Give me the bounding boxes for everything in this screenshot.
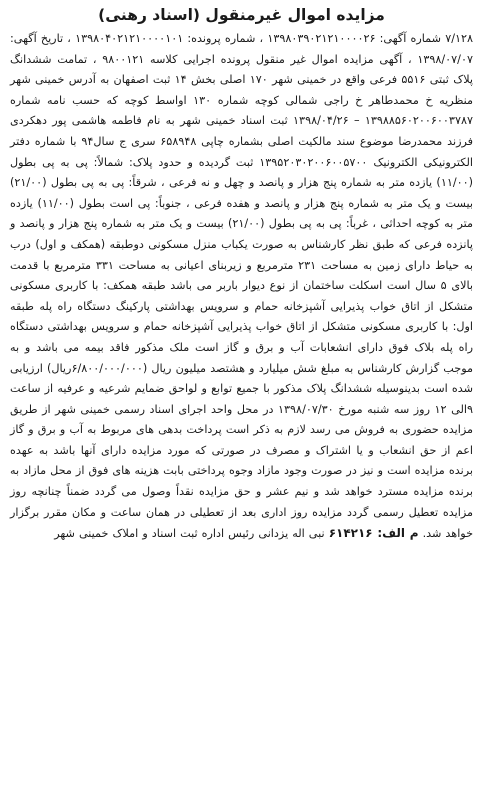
notice-title: مزایده اموال غیرمنقول (اسناد رهنی) [98,6,385,24]
legal-notice [10,4,473,788]
notice-main-text: ۷/۱۲۸ شماره آگهی: ۱۳۹۸۰۳۹۰۲۱۲۱۰۰۰۰۲۶ ، شماره پرونده: ۱۳۹۸۰۴۰۲۱۲۱۰۰۰۰۱۰۱ ، تاریخ آگهی: ۱۳۹۸/۰۷/۰۷ ، آگهی مزایده اموال غیر منقول پرونده اجرایی کلاسه ۹۸۰۰۱۲۱ ، تمامت ششدانگ پلاک ثبتی ۵۵۱۶ فرعی واقع در خمینی شهر ۱۷۰ اصلی بخش ۱۴ ثبت اصفهان به آدرس خمینی شهر منظریه خ محمدطاهر خ راجی شمالی کوچه شماره ۱۳۰ اواسط کوچه که حسب نامه شماره ۱۳۹۸۸۵۶۰۲۰۰۶۰۰۳۷۸۷ – ۱۳۹۸/۰۴/۲۶ ثبت اسناد خمینی شهر به نام فاطمه هاشمی پور دهکردی فرزند محمدرضا موضوع سند مالکیت اصلی بشماره چاپی ۶۵۸۹۴۸ سری ج سال۹۴ با شماره دفتر الکترونیکی الکترونیک ۱۳۹۵۲۰۳۰۲۰۰۶۰۰۵۷۰۰ ثبت گردیده و حدود پلاک: شمالاً: پی به پی بطول (۱۱/۰۰) یازده متر به شماره پنج هزار و پانصد و چهل و نه فرعی ، شرقاً: پی به پی بطول (۲۱/۰۰) بیست و یک متر به شماره پنج هزار و پانصد و هفده فرعی ، جنوباً: پی است بطول (۱۱/۰۰) یازده متر به کوچه احداثی ، غرباً: پی به پی بطول (۲۱/۰۰) بیست و یک متر به شماره پنج هزار و پانصد و پانزده فرعی که طبق نظر کارشناس به صورت یکباب منزل مسکونی دوطبقه (همکف و اول) درب به حیاط دارای زمین به مساحت ۲۳۱ مترمربع و زیربنای اعیانی به مساحت ۳۳۱ مترمربع با قدمت بالای ۵ سال است اسکلت ساختمان از نوع دیوار باربر می باشد طبقه همکف: با کاربری مسکونی متشکل از اتاق خواب پذیرایی آشپزخانه حمام و سرویس بهداشتی پارکینگ دستگاه راه پله طبقه اول: با کاربری مسکونی متشکل از اتاق خواب پذیرایی آشپزخانه حمام و سرویس بهداشتی دستگاه راه پله بلاک فوق دارای انشعابات آب و برق و گاز است ملک مذکور فاقد بیمه می باشد و به موجب گزارش کارشناس به مبلغ شش میلیارد و هشتصد میلیون ریال (۶/۸۰۰/۰۰۰/۰۰۰ریال) ارزیابی شده است بدینوسیله ششدانگ پلاک مذکور با جمیع توابع و لواحق ضمایم شرعیه و عرفیه از ساعت ۹الی ۱۲ روز سه شنبه مورخ ۱۳۹۸/۰۷/۳۰ در محل واحد اجرای اسناد رسمی خمینی شهر از طریق مزایده حضوری به فروش می رسد لازم به ذکر است پرداخت بدهی های مربوط به آب و برق و گاز اعم از حق انشعاب و یا اشتراک و مصرف در صورتی که مورد مزایده دارای آنها باشد به عهده برنده مزایده است و نیز در صورت وجود مازاد وجوه پرداختی بابت هزینه های فوق از محل مازاد به برنده مزایده مسترد خواهد شد و نیم عشر و حق مزایده نقداً وصول می گردد ضمناً چنانچه روز مزایده تعطیل رسمی گردد مزایده روز اداری بعد از تعطیلی در همان ساعت و مکان مقرر برگزار خواهد شد. [10,32,474,541]
notice-reference-number: م الف: ۶۱۴۲۱۶ [328,526,419,541]
notice-body [10,29,473,545]
notice-signature: نبی اله یزدانی رئیس اداره ثبت اسناد و املاک خمینی شهر [54,527,325,541]
